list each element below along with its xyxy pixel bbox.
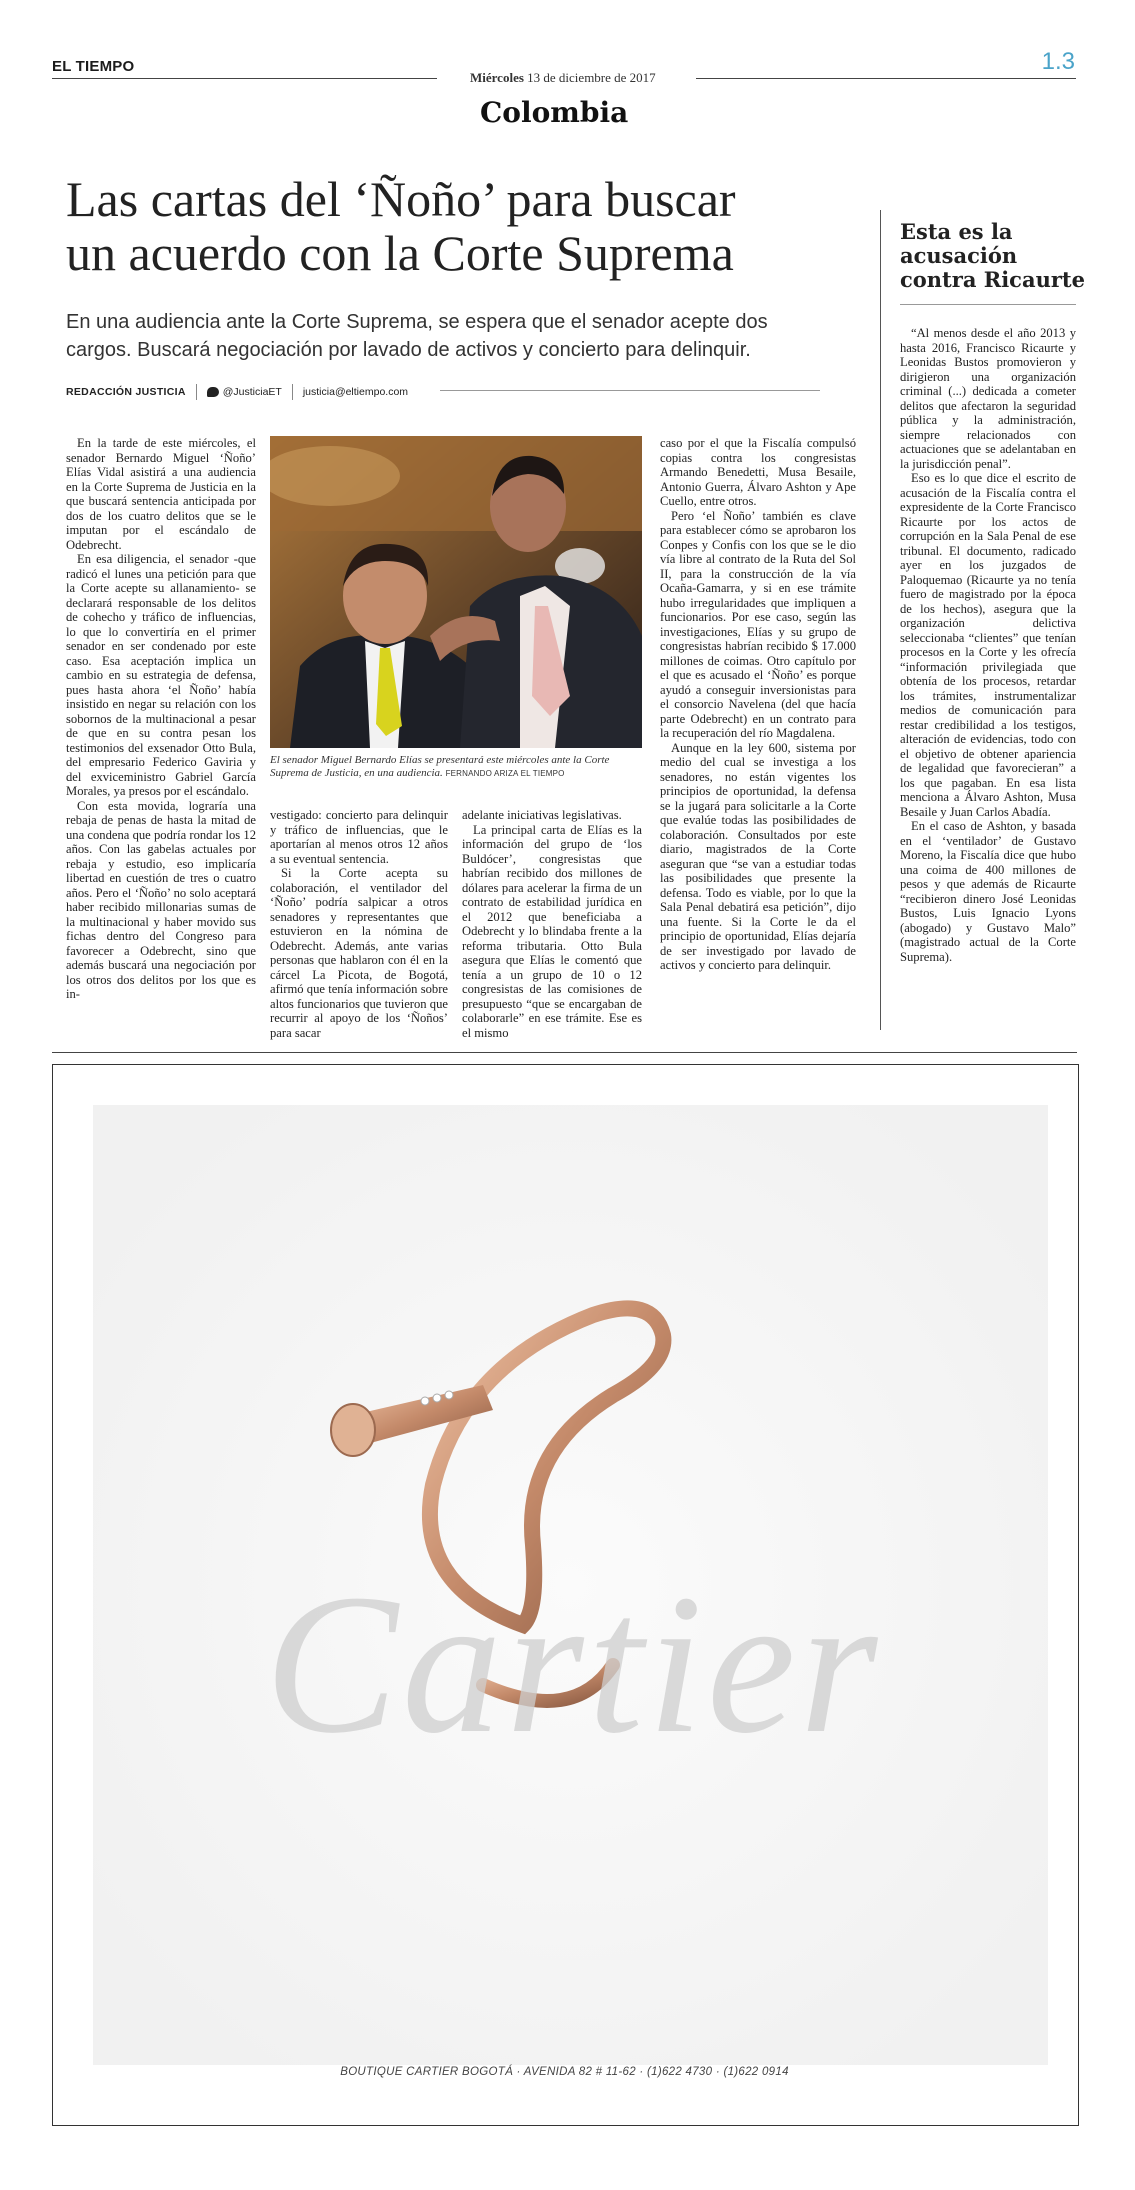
dek: En una audiencia ante la Corte Suprema, se espera que el senador acepte dos cargos. Buscará negociación por lavado de activos y concierto para delinquir. <box>66 311 768 361</box>
article-column-1 <box>66 436 256 1002</box>
paragraph: La principal carta de Elías es la información del grupo de ‘los Buldócer’, congresistas que habrían recibido dos millones de dólares para acelerar la firma de un contrato de estabilidad jurídica en el 2012 que beneficiaba a Odebrecht y lo blindaba frente a la reforma tributaria. Otto Bula asegura que Elías le comentó que tenía a un grupo de 10 o 12 congresistas de las comisiones de presupuesto “que se encargaban de colaborarle” en ese trámite. Ese es el mismo <box>462 822 642 1040</box>
headline <box>66 172 866 280</box>
byline-separator <box>196 384 197 400</box>
paragraph: Si la Corte acepta su colaboración, el ventilador del ‘Ñoño’ podría salpicar a otros senadores y representantes que estuvieron en la nómina de Odebrecht. Además, ante varias personas que hablaron con él en la cárcel La Picota, de Bogotá, afirmó que tenía información sobre altos funcionarios que tuvieron que recurrir al apoyo de los ‘Ñoños’ para sacar <box>270 866 448 1040</box>
paragraph: Con esta movida, lograría una rebaja de penas de hasta la mitad de una condena que podría rondar los 12 años. Con las gabelas actuales por rebaja y estudio, eso implicaría libertad en cuestión de tres o cuatro años. Pero el ‘Ñoño’ no solo aceptará haber recibido millonarias sumas de la multinacional y haber movido sus fichas dentro del Congreso para favorecer a Odebrecht, sino que además buscará una negociación por los otros dos delitos por los que es in- <box>66 798 256 1001</box>
cartier-advertisement[interactable] <box>52 1064 1079 2126</box>
section-title: Colombia <box>480 96 629 129</box>
paragraph: adelante iniciativas legislativas. <box>462 808 622 822</box>
dateline <box>470 70 656 86</box>
byline-rule <box>440 390 820 391</box>
paragraph: vestigado: concierto para delinquir y tráfico de influencias, que le aportarían al menos otros 12 años a su eventual sentencia. <box>270 808 448 866</box>
page-number: 1.3 <box>1041 48 1075 75</box>
article-column-2 <box>270 808 448 1040</box>
paragraph: caso por el que la Fiscalía compulsó copias contra los congresistas Armando Benedetti, Musa Besaile, Antonio Guerra, Álvaro Ashton y Ape Cuello, entre otros. <box>660 436 856 508</box>
twitter-icon <box>207 387 219 397</box>
date-rest: 13 de diciembre de 2017 <box>523 70 656 85</box>
paragraph: Aunque en la ley 600, sistema por medio del cual se investiga a los senadores, no están vigentes los principios de oportunidad, la defensa se la jugará para solicitarle a la Corte que evalúe todas las posibilidades de colaboración. Consultados por este diario, magistrados de la Corte aseguran que “se van a estudiar todas las posibilidades que presente la defensa. Todo es viable, por lo que la Sala Penal debatirá esa petición”, dijo una fuente. Si la Corte le da el principio de oportunidad, Elías dejaría de ser investigado por lavado de activos y concierto para delinquir. <box>660 740 856 972</box>
header-rule-right <box>696 78 1076 79</box>
byline-email[interactable]: justicia@eltiempo.com <box>302 386 409 398</box>
paragraph: En el caso de Ashton, y basada en el ‘ventilador’ de Gustavo Moreno, la Fiscalía dice que hubo una coima de 400 millones de pesos y que además de Ricaurte “recibieron dinero José Leonidas Bustos, Luis Ignacio Lyons (abogado) y Gustavo Malo” (magistrado actual de la Corte Suprema). <box>900 819 1076 964</box>
senator-photo <box>270 436 642 748</box>
article-column-3 <box>462 808 642 1040</box>
byline-author: REDACCIÓN JUSTICIA <box>66 386 186 398</box>
sidebar-body <box>900 326 1076 964</box>
caption-text: El senador Miguel Bernardo Elías se presentará este miércoles ante la Corte Suprema de Justicia, en una audiencia. <box>270 754 610 779</box>
photo-credit: FERNANDO ARIZA EL TIEMPO <box>445 769 565 778</box>
headline-line-2: un acuerdo con la Corte Suprema <box>66 225 734 281</box>
masthead: EL TIEMPO <box>52 58 135 75</box>
paragraph: “Al menos desde el año 2013 y hasta 2016, Francisco Ricaurte y Leonidas Bustos promovieron y dirigieron una organización criminal (...) dedicada a cometer delitos que afectaron la seguridad pública y la administración, siempre relacionados con actuaciones que se adelantaban en la jurisdicción penal”. <box>900 326 1076 471</box>
sidebar-title-rule <box>900 304 1076 305</box>
article-photo <box>270 436 642 748</box>
date-day: Miércoles <box>470 70 524 85</box>
paragraph: Eso es lo que dice el escrito de acusación de la Fiscalía contra el expresidente de la Corte Francisco Ricaurte por los actos de corrupción en la Sala Penal de ese tribunal. El documento, radicado ayer en los juzgados de Paloquemao (Ricaurte ya no tenía fuero de magistrado por la época de los hechos), asegura que la organización delictiva seleccionaba “clientes” que tenían procesos en la Corte y les ofrecía “información privilegiada que obtenía de los procesos, retardar los trámites, instrumentalizar medios de comunicación para restar credibilidad a los testigos, alteración de evidencias, todo con el objetivo de obtener apariencia de legalidad que favorecieran” a los que pagaban. En esa lista menciona a Álvaro Ashton, Musa Besaile y Juan Carlos Abadía. <box>900 471 1076 819</box>
paragraph: En esa diligencia, el senador -que radicó el lunes una petición para que la Corte acepte su allanamiento- se declarará responsable de los delitos de cohecho y tráfico de influencias, lo que lo convertiría en el primer senador en ser condenado por este caso. Esa aceptación implica un cambio en su estrategia de defensa, pues hasta ahora ‘el Ñoño’ había insistido en negar su relación con los sobornos de la multinacional a pesar de que en su contra pesan los testimonios del exsenador Otto Bula, del empresario Federico Gaviria y del exviceministro Gabriel García Morales, ya presos por el escándalo. <box>66 552 256 798</box>
photo-caption <box>270 754 642 780</box>
paragraph: Pero ‘el Ñoño’ también es clave para establecer cómo se aprobaron los Conpes y Confis con los que se le dio vía libre al contrato de la Ruta del Sol II, para la construcción de la vía Ocaña-Gamarra, y si en ese trámite hubo irregularidades que impliquen a funcionarios. Por ese caso, según las investigaciones, Elías y su grupo de congresistas habrían recibido $ 17.000 millones de coimas. Otro capítulo por el que es acusado el ‘Ñoño’ es porque ayudó a conseguir inversionistas para el consorcio Navelena (del que hacía parte Odebrecht) en un contrato para la recuperación del río Magdalena. <box>660 508 856 740</box>
sidebar-title: Esta es la acusación contra Ricaurte <box>900 219 1085 292</box>
byline-twitter[interactable]: @JusticiaET <box>222 386 282 398</box>
byline-separator <box>292 384 293 400</box>
paragraph: En la tarde de este miércoles, el senador Bernardo Miguel ‘Ñoño’ Elías Vidal asistirá a una audiencia en la Corte Suprema de Justicia en la que buscará sentencia anticipada por dos de los cuatro delitos que se le imputan por el escándalo de Odebrecht. <box>66 436 256 552</box>
sidebar-divider <box>880 210 881 1030</box>
byline <box>66 384 408 400</box>
ad-top-rule <box>52 1052 1077 1053</box>
article-column-4 <box>660 436 856 973</box>
header-rule-left <box>52 78 437 79</box>
ad-footer: BOUTIQUE CARTIER BOGOTÁ · AVENIDA 82 # 11-62 · (1)622 4730 · (1)622 0914 <box>340 2066 789 2078</box>
cartier-logo: Cartier <box>264 1554 882 1775</box>
headline-line-1: Las cartas del ‘Ñoño’ para buscar <box>66 171 736 227</box>
